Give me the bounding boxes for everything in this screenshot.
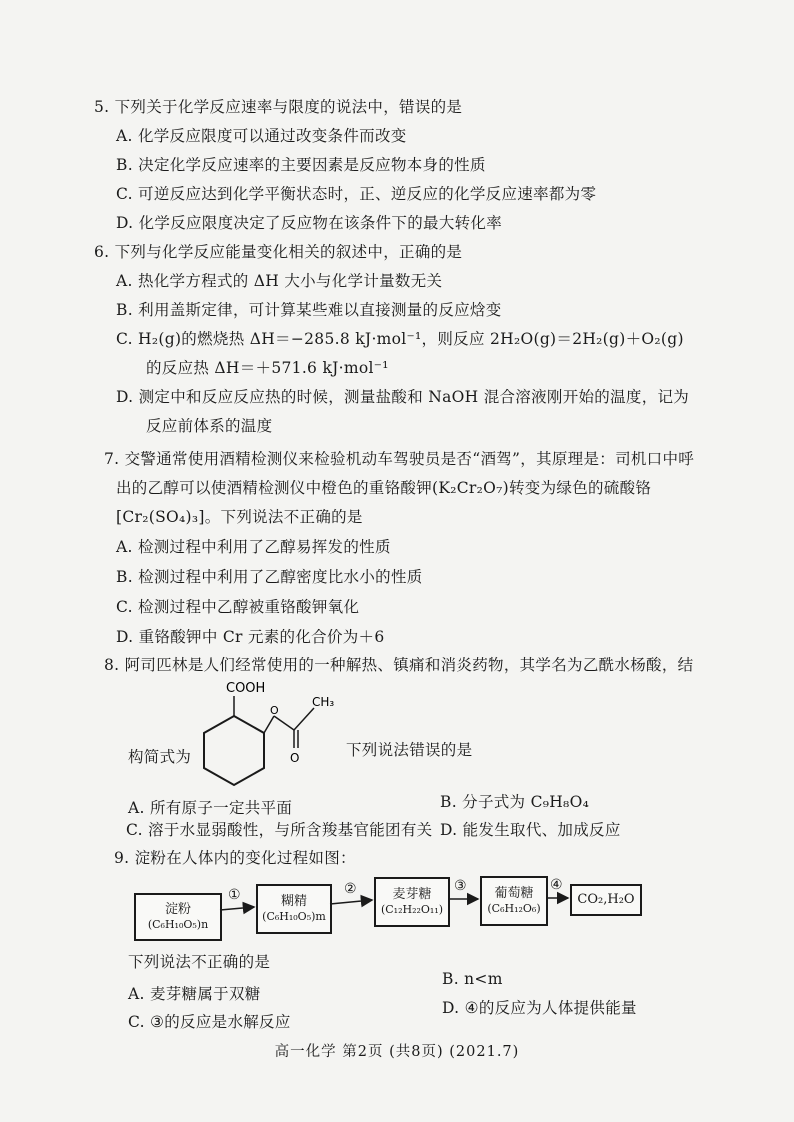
- q7-option-a: A. 检测过程中利用了乙醇易挥发的性质: [116, 538, 391, 556]
- step-label-1: ①: [228, 887, 241, 903]
- q6-option-d-cont: 反应前体系的温度: [146, 417, 273, 435]
- q7-stem-1: 7. 交警通常使用酒精检测仪来检验机动车驾驶员是否“酒驾”，其原理是：司机口中呼: [104, 450, 695, 468]
- flow-box-formula: (C₆H₁₀O₅)n: [147, 918, 209, 932]
- flow-box-name: 麦芽糖: [392, 886, 432, 902]
- q9-option-c: C. ③的反应是水解反应: [128, 1013, 291, 1031]
- flow-box-formula: (C₁₂H₂₂O₁₁): [380, 903, 444, 917]
- q6-option-a: A. 热化学方程式的 ΔH 大小与化学计量数无关: [116, 272, 443, 290]
- q8-struct-label: 构简式为: [128, 748, 192, 766]
- q9-stem: 9. 淀粉在人体内的变化过程如图：: [114, 849, 356, 867]
- q7-option-d: D. 重铬酸钾中 Cr 元素的化合价为＋6: [116, 628, 385, 646]
- q6-option-c-cont: 的反应热 ΔH＝＋571.6 kJ·mol⁻¹: [146, 359, 389, 377]
- q7-option-c: C. 检测过程中乙醇被重铬酸钾氧化: [116, 598, 360, 616]
- q5-stem: 5. 下列关于化学反应速率与限度的说法中，错误的是: [94, 98, 463, 116]
- carbonyl-o-label: O: [290, 751, 300, 765]
- q5-option-b: B. 决定化学反应速率的主要因素是反应物本身的性质: [116, 156, 486, 174]
- q6-stem: 6. 下列与化学反应能量变化相关的叙述中，正确的是: [94, 243, 463, 261]
- q9-option-a: A. 麦芽糖属于双糖: [128, 985, 261, 1003]
- q8-stem: 8. 阿司匹林是人们经常使用的一种解热、镇痛和消炎药物，其学名为乙酰水杨酸，结: [104, 656, 694, 674]
- ester-o-label: O: [270, 704, 279, 717]
- flow-box-name: 淀粉: [164, 901, 191, 917]
- q8-struct-tail: 下列说法错误的是: [346, 741, 473, 759]
- step-label-2: ②: [344, 881, 357, 897]
- q9-option-b: B. n<m: [442, 970, 503, 988]
- q7-stem-3: [Cr₂(SO₄)₃]。下列说法不正确的是: [116, 508, 363, 526]
- q9-option-d: D. ④的反应为人体提供能量: [442, 999, 637, 1017]
- page-footer: 高一化学 第2页 (共8页) (2021.7): [274, 1044, 520, 1060]
- q9-prompt: 下列说法不正确的是: [128, 953, 271, 971]
- step-label-3: ③: [454, 878, 467, 894]
- q7-stem-2: 出的乙醇可以使酒精检测仪中橙色的重铬酸钾(K₂Cr₂O₇)转变为绿色的硫酸铬: [116, 479, 652, 497]
- q8-option-c: C. 溶于水显弱酸性，与所含羧基官能团有关: [126, 821, 433, 839]
- q7-option-b: B. 检测过程中利用了乙醇密度比水小的性质: [116, 568, 423, 586]
- q8-option-b: B. 分子式为 C₉H₈O₄: [440, 793, 590, 811]
- q8-option-a: A. 所有原子一定共平面: [128, 799, 293, 817]
- flow-box-formula: (C₆H₁₂O₆): [487, 902, 541, 916]
- q5-option-d: D. 化学反应限度决定了反应物在该条件下的最大转化率: [116, 214, 503, 232]
- q5-option-a: A. 化学反应限度可以通过改变条件而改变: [116, 127, 407, 145]
- q5-option-c: C. 可逆反应达到化学平衡状态时，正、逆反应的化学反应速率都为零: [116, 185, 597, 203]
- flow-box-formula: (C₆H₁₀O₅)m: [262, 910, 326, 924]
- flow-box-name: 糊精: [280, 893, 307, 909]
- q6-option-d: D. 测定中和反应反应热的时候，测量盐酸和 NaOH 混合溶液刚开始的温度，记为: [116, 388, 690, 406]
- ch3-label: CH₃: [312, 695, 335, 709]
- flow-box-name: 葡萄糖: [494, 885, 534, 901]
- step-label-4: ④: [550, 877, 563, 893]
- q6-option-c: C. H₂(g)的燃烧热 ΔH＝−285.8 kJ·mol⁻¹，则反应 2H₂O(g)＝2H₂(g)＋O₂(g): [116, 330, 684, 348]
- flow-box-name: CO₂,H₂O: [577, 892, 635, 908]
- cooh-label: COOH: [226, 681, 266, 696]
- q8-option-d: D. 能发生取代、加成反应: [440, 821, 621, 839]
- q6-option-b: B. 利用盖斯定律，可计算某些难以直接测量的反应焓变: [116, 301, 502, 319]
